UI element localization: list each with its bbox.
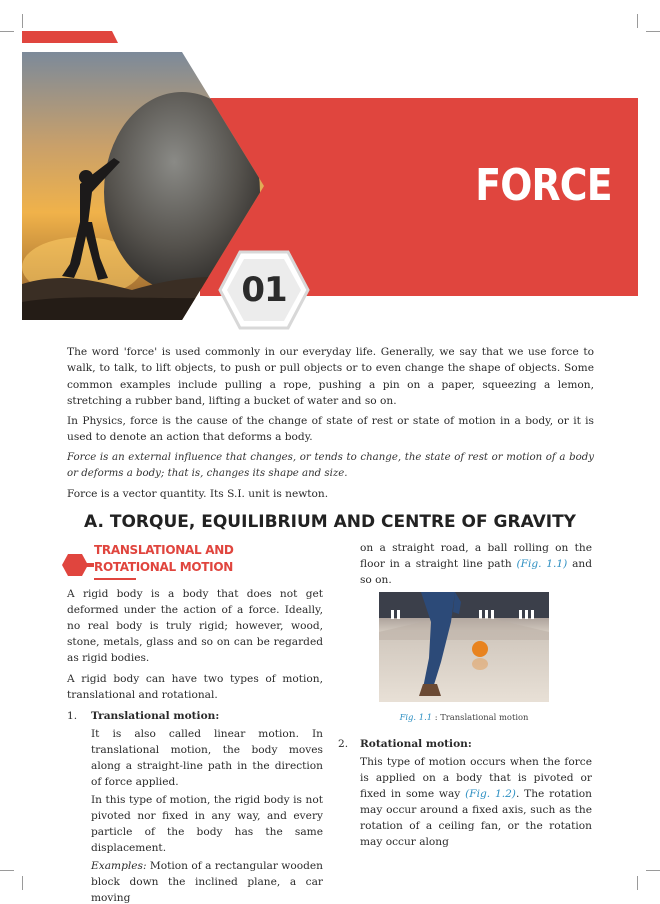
paragraph	[360, 754, 592, 850]
crop-mark	[637, 876, 638, 890]
list-item-body	[91, 726, 323, 904]
crop-mark	[646, 31, 660, 32]
text: This type of motion occurs when the force is applied on a body that is pivoted or fixed in some way	[360, 756, 592, 800]
list-title: Translational motion:	[91, 710, 220, 722]
text: on a straight road, a ball rolling on the floor in a straight line path	[360, 542, 592, 570]
figure-reference: (Fig. 1.1)	[516, 558, 568, 570]
paragraph: In this type of motion, the rigid body is not pivoted nor fixed in any way, and every particle of the body has the same displacement.	[91, 794, 323, 854]
paragraph: A rigid body is a body that does not get deformed under the action of a force. Ideally, no real body is truly rigid; however, wood, stone, metals, glass and so on can be regarded as rigid bodies.	[67, 588, 323, 664]
examples-label: Examples:	[91, 860, 147, 872]
chapter-number: 01	[241, 270, 287, 310]
section-heading: A. TORQUE, EQUILIBRIUM AND CENTRE OF GRAVITY	[84, 512, 576, 532]
list-number: 1.	[67, 710, 78, 722]
force-definition: Force is an external influence that changes, or tends to change, the state of rest or motion of a body or deforms a body; that is, changes its shape and size.	[67, 451, 594, 480]
subheading-hexagon-icon	[62, 554, 94, 576]
text: and so on.	[360, 558, 592, 586]
list-title: Rotational motion:	[360, 738, 472, 750]
figure-label: Fig. 1.1	[399, 712, 433, 722]
subheading: TRANSLATIONAL AND ROTATIONAL MOTION	[94, 543, 234, 574]
crop-mark	[637, 14, 638, 28]
text: . The rotation may occur around a fixed axis, such as the rotation of a ceiling fan, or the rotation may occur along	[360, 788, 592, 848]
intro-text	[67, 344, 594, 507]
list-item-heading	[67, 708, 323, 724]
paragraph	[360, 540, 592, 588]
crop-mark	[22, 876, 23, 890]
paragraph: It is also called linear motion. In translational motion, the body moves along a straight-line path in the direction of force applied.	[91, 728, 323, 788]
paragraph	[91, 858, 323, 904]
chapter-title: FORCE	[475, 160, 612, 211]
intro-paragraph: Force is a vector quantity. Its S.I. unit is newton.	[67, 488, 329, 501]
left-column	[67, 586, 323, 904]
examples-text: Motion of a rectangular wooden block down the inclined plane, a car moving	[91, 860, 323, 904]
crop-mark	[0, 31, 14, 32]
intro-paragraph: In Physics, force is the cause of the change of state of rest or state of motion in a body, or it is used to denote an action that deforms a body.	[67, 415, 594, 444]
paragraph: A rigid body can have two types of motion, translational and rotational.	[67, 673, 323, 701]
header-accent-stripe	[22, 31, 118, 43]
figure-reference: (Fig. 1.2)	[465, 788, 516, 800]
list-number: 2.	[338, 738, 349, 750]
crop-mark	[22, 14, 23, 28]
figure-caption-text: : Translational motion	[432, 712, 529, 722]
bowling-figure	[379, 592, 549, 702]
right-column	[360, 540, 592, 588]
list-item-heading	[338, 736, 592, 752]
intro-paragraph: The word 'force' is used commonly in our everyday life. Generally, we say that we use force to walk, to talk, to lift objects, to push or pull objects or to even change the shape of objects. Some common examples include pulling a rope, pushing a pin on a paper, squeezing a lemon, stretching a rubber band, lifting a bucket of water and so on.	[67, 346, 594, 407]
crop-mark	[0, 870, 14, 871]
subheading-underline	[94, 578, 136, 580]
figure-caption	[379, 712, 549, 722]
crop-mark	[646, 870, 660, 871]
right-column-rotational	[338, 736, 592, 850]
